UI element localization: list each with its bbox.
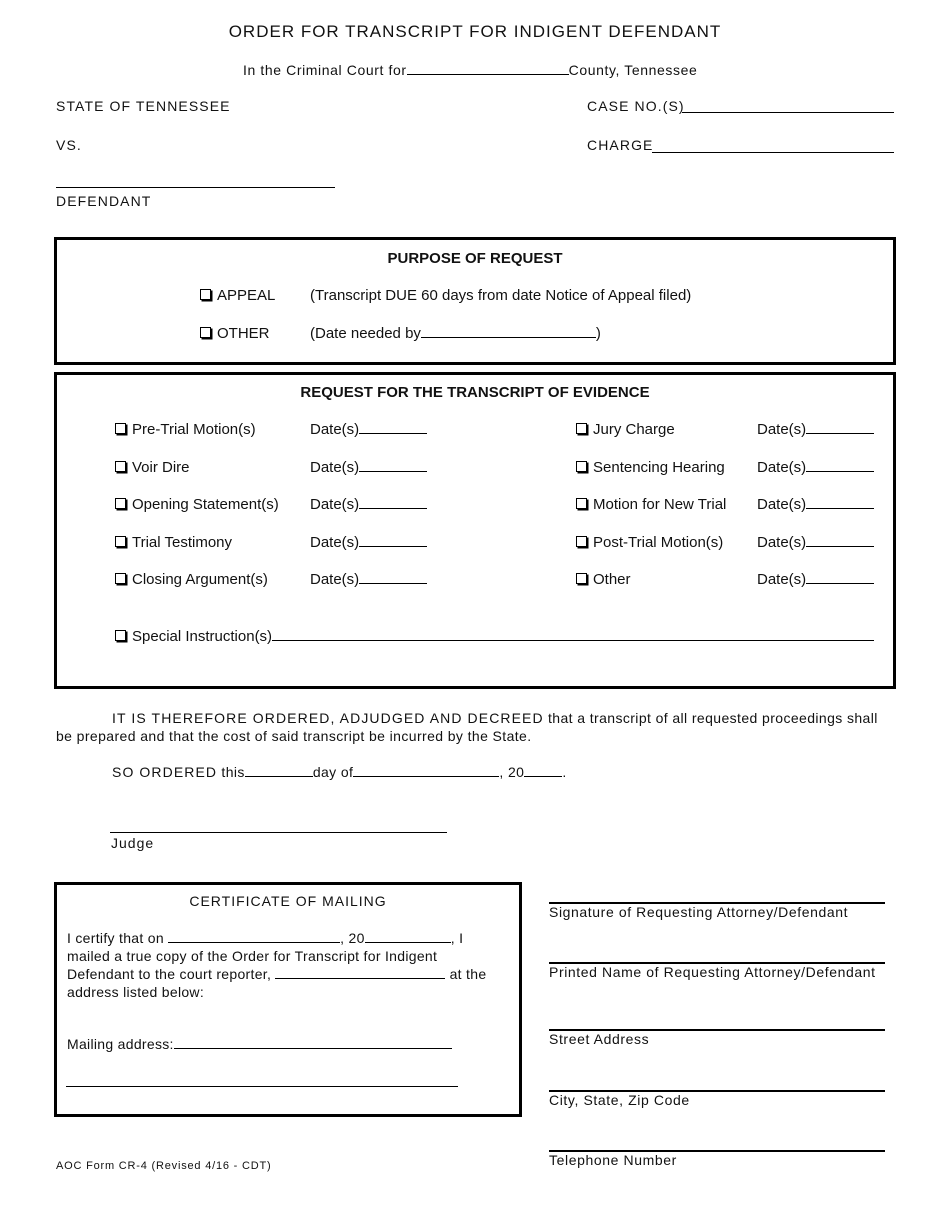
month-field[interactable] bbox=[353, 764, 499, 777]
mailing-address-label: Mailing address: bbox=[67, 1036, 174, 1052]
defendant-label: DEFENDANT bbox=[56, 193, 152, 209]
mailing-address-field[interactable] bbox=[174, 1036, 452, 1049]
special-instructions-field[interactable] bbox=[272, 628, 874, 641]
cert-p4: address listed below: bbox=[67, 984, 205, 1000]
county-field[interactable] bbox=[407, 62, 569, 75]
cert-date-field[interactable] bbox=[168, 930, 340, 943]
judge-label: Judge bbox=[111, 835, 155, 851]
signature-field-label: Signature of Requesting Attorney/Defendant bbox=[549, 904, 849, 920]
date-label: Date(s) bbox=[310, 496, 360, 513]
certificate-heading: CERTIFICATE OF MAILING bbox=[189, 893, 387, 909]
left-request-date bbox=[310, 459, 427, 476]
certificate-text bbox=[67, 929, 517, 1001]
charge-field[interactable] bbox=[652, 152, 894, 153]
date-field[interactable] bbox=[806, 496, 874, 509]
left-request-checkbox[interactable] bbox=[115, 573, 126, 584]
appeal-checkbox[interactable] bbox=[200, 289, 211, 300]
right-request-checkbox[interactable] bbox=[576, 423, 587, 434]
request-item-label: Opening Statement(s) bbox=[132, 496, 279, 513]
right-request-date bbox=[757, 571, 874, 588]
left-request-item[interactable] bbox=[115, 421, 256, 438]
cert-p1-b: , 20 bbox=[340, 930, 365, 946]
day-field[interactable] bbox=[245, 764, 313, 777]
other-checkbox[interactable] bbox=[200, 327, 211, 338]
court-prefix: In the Criminal Court for bbox=[243, 62, 407, 78]
date-label: Date(s) bbox=[310, 459, 360, 476]
date-label: Date(s) bbox=[757, 496, 807, 513]
date-label: Date(s) bbox=[310, 421, 360, 438]
right-request-item[interactable] bbox=[576, 496, 726, 513]
order-paragraph-line2: be prepared and that the cost of said transcript be incurred by the State. bbox=[56, 728, 532, 744]
date-label: Date(s) bbox=[310, 534, 360, 551]
request-item-label: Trial Testimony bbox=[132, 534, 233, 551]
date-needed-field[interactable] bbox=[421, 325, 596, 338]
cert-p1-a: I certify that on bbox=[67, 930, 164, 946]
so-ordered-line bbox=[112, 764, 567, 780]
year-field[interactable] bbox=[524, 764, 562, 777]
other-note-prefix: (Date needed by bbox=[310, 325, 421, 342]
left-request-date bbox=[310, 534, 427, 551]
page-title: ORDER FOR TRANSCRIPT FOR INDIGENT DEFENDANT bbox=[228, 22, 722, 41]
appeal-option[interactable] bbox=[200, 287, 275, 304]
request-item-label: Voir Dire bbox=[132, 459, 190, 476]
charge-label: CHARGE bbox=[587, 137, 654, 153]
left-request-item[interactable] bbox=[115, 571, 268, 588]
right-request-checkbox[interactable] bbox=[576, 573, 587, 584]
special-instructions-label: Special Instruction(s) bbox=[132, 628, 273, 645]
left-request-checkbox[interactable] bbox=[115, 461, 126, 472]
request-item-label: Motion for New Trial bbox=[593, 496, 727, 513]
date-label: Date(s) bbox=[757, 421, 807, 438]
right-request-item[interactable] bbox=[576, 421, 675, 438]
left-request-date bbox=[310, 421, 427, 438]
date-field[interactable] bbox=[359, 571, 427, 584]
request-heading: REQUEST FOR THE TRANSCRIPT OF EVIDENCE bbox=[300, 384, 650, 401]
right-request-checkbox[interactable] bbox=[576, 536, 587, 547]
cert-p3-a: Defendant to the court reporter, bbox=[67, 966, 272, 982]
request-item-label: Other bbox=[593, 571, 631, 588]
date-field[interactable] bbox=[806, 571, 874, 584]
date-field[interactable] bbox=[359, 421, 427, 434]
date-field[interactable] bbox=[359, 459, 427, 472]
special-instructions-row bbox=[115, 628, 874, 645]
date-label: Date(s) bbox=[757, 534, 807, 551]
other-option[interactable] bbox=[200, 325, 270, 342]
so-ordered-twenty: , 20 bbox=[499, 764, 525, 780]
left-request-item[interactable] bbox=[115, 534, 232, 551]
so-ordered-day-of: day of bbox=[312, 764, 354, 780]
right-request-date bbox=[757, 534, 874, 551]
purpose-box bbox=[54, 237, 896, 365]
right-request-checkbox[interactable] bbox=[576, 461, 587, 472]
court-line bbox=[243, 62, 697, 78]
request-item-label: Pre-Trial Motion(s) bbox=[132, 421, 256, 438]
left-request-checkbox[interactable] bbox=[115, 536, 126, 547]
right-request-date bbox=[757, 421, 874, 438]
signature-field-label: City, State, Zip Code bbox=[549, 1092, 690, 1108]
date-field[interactable] bbox=[806, 421, 874, 434]
cert-p3-b: at the bbox=[449, 966, 487, 982]
vs-label: VS. bbox=[56, 137, 82, 153]
request-item-label: Jury Charge bbox=[593, 421, 675, 438]
right-request-item[interactable] bbox=[576, 459, 725, 476]
purpose-heading: PURPOSE OF REQUEST bbox=[387, 250, 563, 267]
left-request-checkbox[interactable] bbox=[115, 498, 126, 509]
court-suffix: County, Tennessee bbox=[568, 62, 698, 78]
mailing-address-field-2[interactable] bbox=[66, 1086, 458, 1087]
request-item-label: Closing Argument(s) bbox=[132, 571, 268, 588]
right-request-item[interactable] bbox=[576, 534, 723, 551]
judge-signature-line[interactable] bbox=[110, 832, 447, 833]
left-request-date bbox=[310, 496, 427, 513]
left-request-date bbox=[310, 571, 427, 588]
signature-field-label: Street Address bbox=[549, 1031, 650, 1047]
request-box bbox=[54, 372, 896, 689]
so-ordered-this: this bbox=[217, 764, 245, 780]
ordered-caps: IT IS THEREFORE ORDERED, ADJUDGED AND DECREED bbox=[112, 710, 544, 726]
date-field[interactable] bbox=[806, 534, 874, 547]
cert-p1-c: , I bbox=[450, 930, 464, 946]
left-request-item[interactable] bbox=[115, 459, 190, 476]
date-label: Date(s) bbox=[310, 571, 360, 588]
form-footer: AOC Form CR-4 (Revised 4/16 - CDT) bbox=[56, 1160, 272, 1172]
left-request-checkbox[interactable] bbox=[115, 423, 126, 434]
date-label: Date(s) bbox=[757, 459, 807, 476]
ordered-rest: that a transcript of all requested proceedings shall bbox=[543, 710, 878, 726]
request-item-label: Post-Trial Motion(s) bbox=[593, 534, 724, 551]
request-item-label: Sentencing Hearing bbox=[593, 459, 725, 476]
court-reporter-field[interactable] bbox=[275, 966, 445, 979]
other-note-suffix: ) bbox=[595, 325, 601, 342]
certificate-box bbox=[54, 882, 522, 1117]
signature-field-label: Telephone Number bbox=[549, 1152, 677, 1168]
mailing-address-row bbox=[67, 1036, 452, 1052]
other-label: OTHER bbox=[217, 325, 270, 342]
special-instructions-checkbox[interactable] bbox=[115, 630, 126, 641]
order-paragraph-line1 bbox=[112, 710, 878, 726]
defendant-name-field[interactable] bbox=[56, 187, 335, 188]
appeal-note: (Transcript DUE 60 days from date Notice of Appeal filed) bbox=[310, 287, 692, 304]
so-ordered-period: . bbox=[562, 764, 567, 780]
signature-field-label: Printed Name of Requesting Attorney/Defendant bbox=[549, 964, 876, 980]
date-label: Date(s) bbox=[757, 571, 807, 588]
other-note bbox=[310, 325, 601, 342]
appeal-label: APPEAL bbox=[217, 287, 276, 304]
date-field[interactable] bbox=[806, 459, 874, 472]
so-ordered-caps: SO ORDERED bbox=[112, 764, 218, 780]
right-request-item[interactable] bbox=[576, 571, 631, 588]
case-no-field[interactable] bbox=[682, 112, 894, 113]
right-request-checkbox[interactable] bbox=[576, 498, 587, 509]
case-no-label: CASE NO.(S) bbox=[587, 98, 685, 114]
right-request-date bbox=[757, 459, 874, 476]
cert-p2: mailed a true copy of the Order for Transcript for Indigent bbox=[67, 948, 438, 964]
left-request-item[interactable] bbox=[115, 496, 279, 513]
right-request-date bbox=[757, 496, 874, 513]
date-field[interactable] bbox=[359, 534, 427, 547]
state-label: STATE OF TENNESSEE bbox=[56, 98, 231, 114]
cert-year-field[interactable] bbox=[365, 930, 451, 943]
date-field[interactable] bbox=[359, 496, 427, 509]
